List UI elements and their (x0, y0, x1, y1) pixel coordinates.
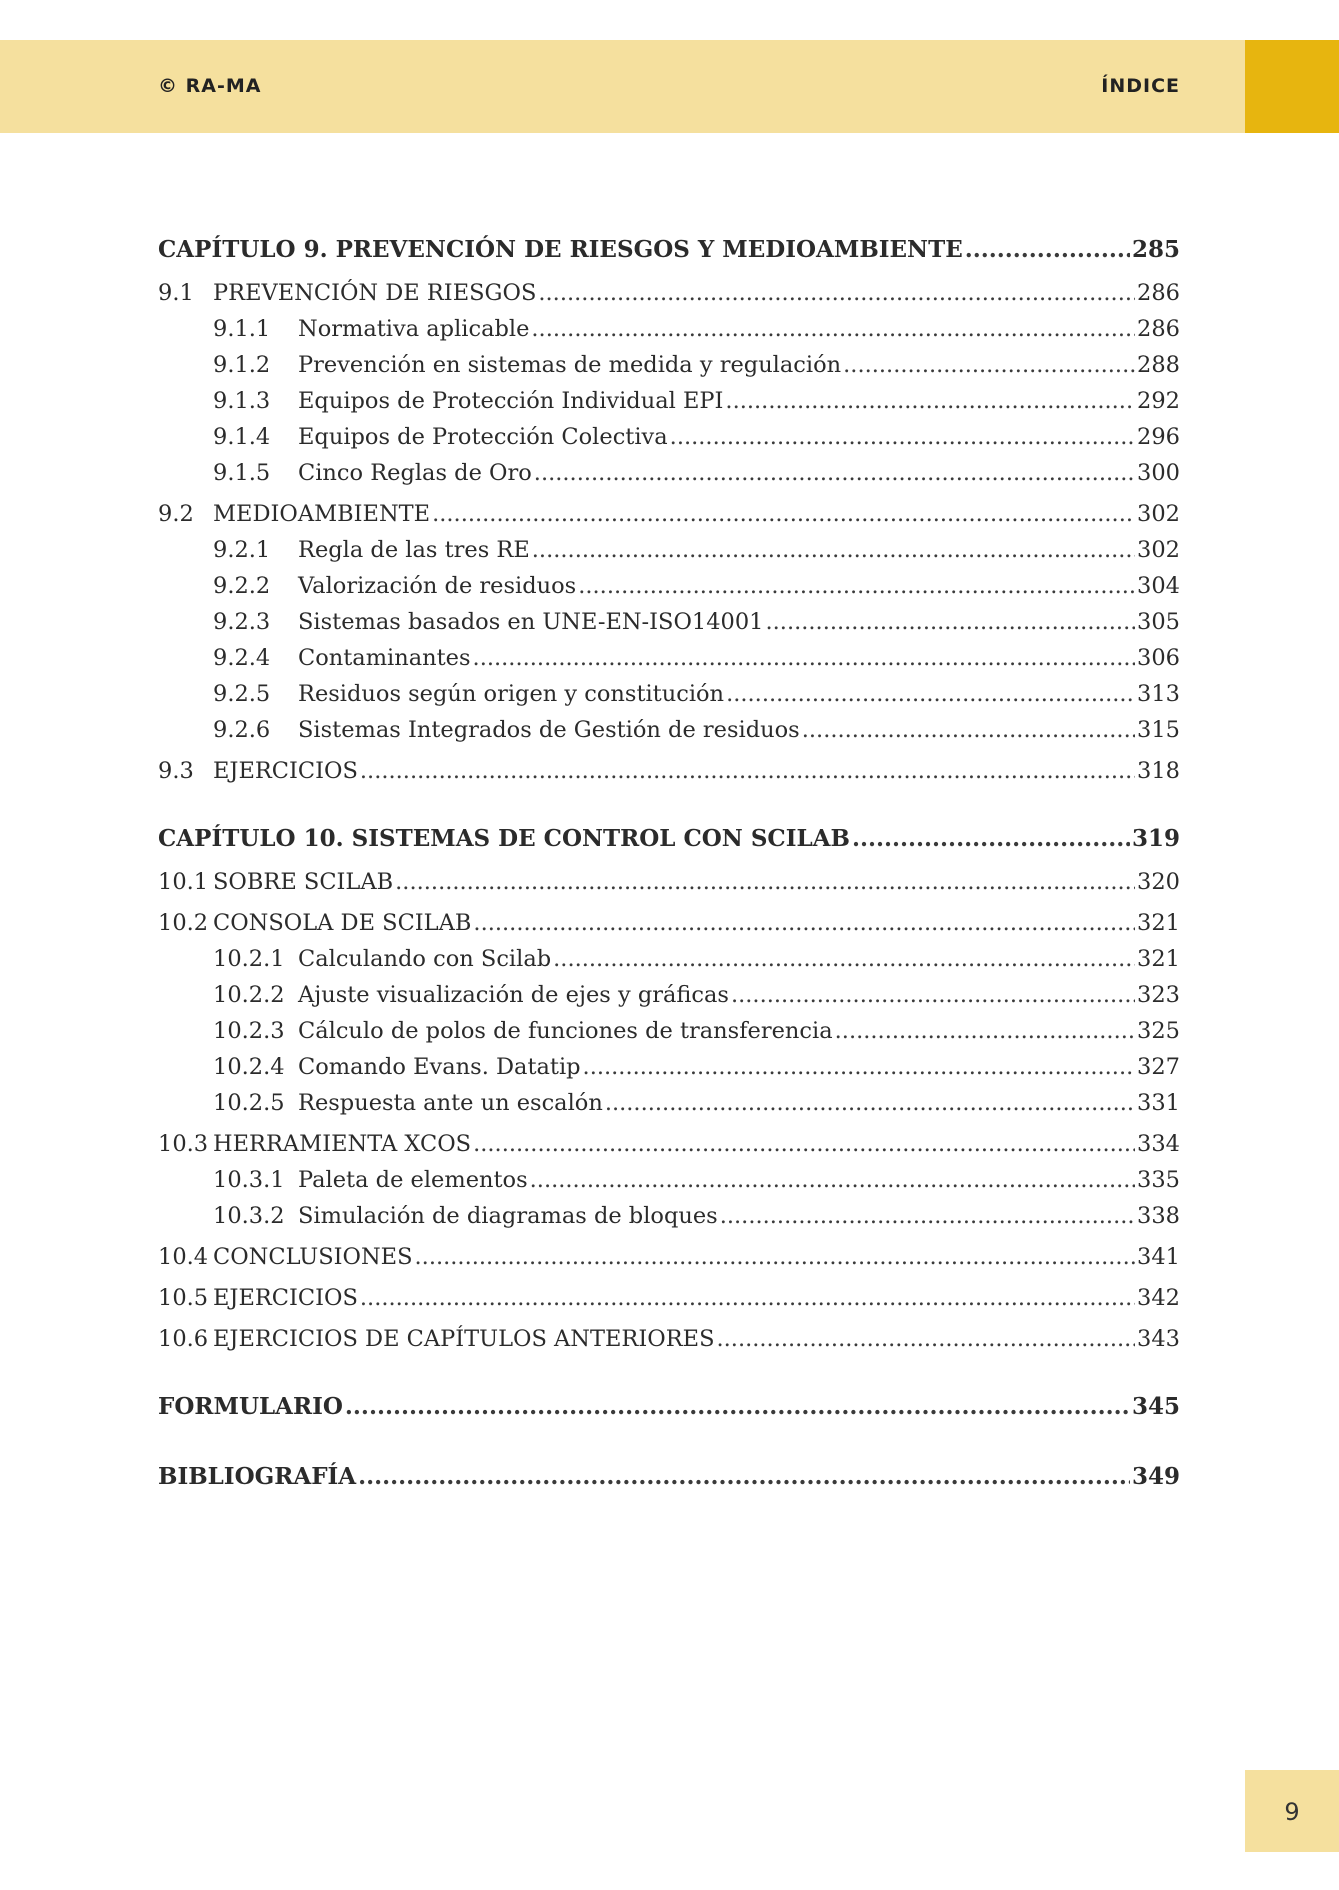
toc-title: Sistemas Integrados de Gestión de residuos (298, 717, 800, 743)
toc-title: EJERCICIOS (213, 758, 358, 784)
toc-number: 9.1.3 (213, 388, 271, 414)
toc-subsection-10-2-2[interactable] (158, 977, 1180, 1013)
toc-page: 321 (1137, 910, 1180, 936)
toc-subsection-10-2-1[interactable] (158, 941, 1180, 977)
toc-page: 320 (1137, 869, 1180, 895)
toc-page: 302 (1137, 537, 1180, 563)
toc-number: 9.3 (158, 758, 194, 784)
toc-title: PREVENCIÓN DE RIESGOS (213, 280, 537, 306)
toc-page: 325 (1137, 1018, 1180, 1044)
toc-page: 306 (1137, 645, 1180, 671)
toc-number: 9.2.1 (213, 537, 271, 563)
toc-formulario[interactable] (158, 1387, 1180, 1427)
toc-title: CONCLUSIONES (213, 1244, 413, 1270)
dot-leader (532, 532, 1135, 568)
dot-leader (534, 455, 1135, 491)
toc-page: 285 (1131, 236, 1180, 263)
toc-subsection-10-2-4[interactable] (158, 1049, 1180, 1085)
toc-title: Respuesta ante un escalón (298, 1090, 603, 1116)
toc-page: 304 (1137, 573, 1180, 599)
dot-leader (360, 753, 1135, 789)
dot-leader (716, 1321, 1135, 1357)
toc-number: 10.2.5 (213, 1090, 285, 1116)
toc-page: 305 (1137, 609, 1180, 635)
dot-leader (360, 1280, 1135, 1316)
toc-number: 10.4 (158, 1244, 209, 1270)
toc-number: 10.5 (158, 1285, 209, 1311)
toc-subsection-9-2-6[interactable] (158, 712, 1180, 748)
toc-page: 318 (1137, 758, 1180, 784)
toc-page: 288 (1137, 352, 1180, 378)
header-section-title: ÍNDICE (1101, 75, 1180, 97)
toc-number: 10.3.1 (213, 1167, 285, 1193)
toc-page: 342 (1137, 1285, 1180, 1311)
toc-page: 286 (1137, 316, 1180, 342)
toc-page: 334 (1137, 1131, 1180, 1157)
toc-bibliografia[interactable] (158, 1457, 1180, 1497)
toc-number: 9.2 (158, 501, 194, 527)
toc-title: Prevención en sistemas de medida y regulación (298, 352, 842, 378)
toc-page: 327 (1137, 1054, 1180, 1080)
toc-title: Equipos de Protección Colectiva (298, 424, 668, 450)
toc-number: 9.2.3 (213, 609, 271, 635)
toc-title: Cinco Reglas de Oro (298, 460, 532, 486)
toc-title: Paleta de elementos (298, 1167, 528, 1193)
toc-subsection-10-3-2[interactable] (158, 1198, 1180, 1234)
toc-title: Ajuste visualización de ejes y gráficas (298, 982, 729, 1008)
toc-page: 296 (1137, 424, 1180, 450)
toc-section-10-2[interactable] (158, 905, 1180, 941)
dot-leader (553, 941, 1135, 977)
toc-subsection-9-2-5[interactable] (158, 676, 1180, 712)
dot-leader (765, 604, 1135, 640)
toc-subsection-10-3-1[interactable] (158, 1162, 1180, 1198)
toc-number: 10.2 (158, 910, 209, 936)
table-of-contents (158, 230, 1180, 1497)
toc-title: Normativa aplicable (298, 316, 530, 342)
toc-title: Valorización de residuos (298, 573, 577, 599)
toc-page: 349 (1131, 1463, 1180, 1490)
toc-title: Contaminantes (298, 645, 471, 671)
toc-title: CONSOLA DE SCILAB (213, 910, 472, 936)
page-number-box (1245, 1770, 1339, 1852)
toc-section-10-3[interactable] (158, 1126, 1180, 1162)
toc-page: 345 (1131, 1393, 1180, 1420)
dot-leader (473, 1126, 1135, 1162)
dot-leader (530, 1162, 1135, 1198)
toc-title: CAPÍTULO 10. SISTEMAS DE CONTROL CON SCILAB (158, 825, 850, 852)
toc-subsection-10-2-3[interactable] (158, 1013, 1180, 1049)
toc-number: 10.2.4 (213, 1054, 285, 1080)
dot-leader (473, 640, 1136, 676)
toc-number: 9.1 (158, 280, 194, 306)
dot-leader (473, 905, 1135, 941)
toc-section-10-6[interactable] (158, 1321, 1180, 1357)
page-number: 9 (1284, 1798, 1300, 1826)
toc-page: 300 (1137, 460, 1180, 486)
toc-page: 292 (1137, 388, 1180, 414)
toc-page: 338 (1137, 1203, 1180, 1229)
toc-page: 335 (1137, 1167, 1180, 1193)
toc-subsection-9-2-1[interactable] (158, 532, 1180, 568)
toc-number: 9.2.5 (213, 681, 271, 707)
dot-leader (358, 1457, 1130, 1497)
toc-title: Cálculo de polos de funciones de transferencia (298, 1018, 833, 1044)
dot-leader (852, 819, 1130, 859)
dot-leader (395, 864, 1135, 900)
toc-section-10-1[interactable] (158, 864, 1180, 900)
toc-page: 319 (1131, 825, 1180, 852)
dot-leader (731, 977, 1135, 1013)
dot-leader (720, 1198, 1135, 1234)
toc-page: 315 (1137, 717, 1180, 743)
toc-number: 10.1 (158, 869, 209, 895)
toc-title: HERRAMIENTA XCOS (213, 1131, 472, 1157)
dot-leader (725, 383, 1135, 419)
toc-page: 321 (1137, 946, 1180, 972)
dot-leader (726, 676, 1135, 712)
header-publisher: © RA-MA (158, 75, 262, 97)
toc-number: 9.1.4 (213, 424, 271, 450)
toc-chapter-9[interactable] (158, 230, 1180, 270)
toc-title: MEDIOAMBIENTE (213, 501, 431, 527)
toc-title: EJERCICIOS (213, 1285, 358, 1311)
toc-title: Regla de las tres RE (298, 537, 530, 563)
toc-subsection-9-1-3[interactable] (158, 383, 1180, 419)
dot-leader (531, 311, 1135, 347)
toc-page: 341 (1137, 1244, 1180, 1270)
toc-page: 323 (1137, 982, 1180, 1008)
toc-number: 9.1.1 (213, 316, 271, 342)
toc-page: 313 (1137, 681, 1180, 707)
toc-section-10-5[interactable] (158, 1280, 1180, 1316)
toc-title: Simulación de diagramas de bloques (298, 1203, 718, 1229)
toc-number: 10.3.2 (213, 1203, 285, 1229)
toc-title: BIBLIOGRAFÍA (158, 1463, 357, 1490)
dot-leader (670, 419, 1135, 455)
toc-number: 9.1.2 (213, 352, 271, 378)
toc-number: 9.2.4 (213, 645, 271, 671)
dot-leader (583, 1049, 1136, 1085)
toc-number: 9.2.6 (213, 717, 271, 743)
toc-title: EJERCICIOS DE CAPÍTULOS ANTERIORES (213, 1326, 715, 1352)
toc-title: Sistemas basados en UNE-EN-ISO14001 (298, 609, 764, 635)
toc-title: Calculando con Scilab (298, 946, 552, 972)
toc-section-9-2[interactable] (158, 496, 1180, 532)
dot-leader (965, 230, 1130, 270)
dot-leader (415, 1239, 1136, 1275)
toc-page: 331 (1137, 1090, 1180, 1116)
dot-leader (605, 1085, 1135, 1121)
toc-number: 10.2.1 (213, 946, 285, 972)
dot-leader (432, 496, 1135, 532)
toc-subsection-9-1-2[interactable] (158, 347, 1180, 383)
toc-title: FORMULARIO (158, 1393, 343, 1420)
toc-title: Residuos según origen y constitución (298, 681, 725, 707)
toc-number: 10.6 (158, 1326, 209, 1352)
toc-subsection-9-1-1[interactable] (158, 311, 1180, 347)
toc-chapter-10[interactable] (158, 819, 1180, 859)
dot-leader (835, 1013, 1135, 1049)
dot-leader (345, 1387, 1130, 1427)
toc-subsection-9-2-2[interactable] (158, 568, 1180, 604)
dot-leader (802, 712, 1135, 748)
header-accent-block (1245, 40, 1339, 133)
toc-number: 10.3 (158, 1131, 209, 1157)
toc-number: 10.2.2 (213, 982, 285, 1008)
toc-subsection-10-2-5[interactable] (158, 1085, 1180, 1121)
toc-subsection-9-1-5[interactable] (158, 455, 1180, 491)
dot-leader (843, 347, 1135, 383)
toc-subsection-9-1-4[interactable] (158, 419, 1180, 455)
dot-leader (578, 568, 1135, 604)
toc-subsection-9-2-3[interactable] (158, 604, 1180, 640)
toc-section-9-1[interactable] (158, 275, 1180, 311)
toc-section-10-4[interactable] (158, 1239, 1180, 1275)
toc-page: 302 (1137, 501, 1180, 527)
toc-title: SOBRE SCILAB (213, 869, 394, 895)
toc-page: 286 (1137, 280, 1180, 306)
toc-number: 10.2.3 (213, 1018, 285, 1044)
toc-page: 343 (1137, 1326, 1180, 1352)
toc-number: 9.2.2 (213, 573, 271, 599)
toc-number: 9.1.5 (213, 460, 271, 486)
toc-title: Comando Evans. Datatip (298, 1054, 581, 1080)
toc-subsection-9-2-4[interactable] (158, 640, 1180, 676)
toc-title: Equipos de Protección Individual EPI (298, 388, 724, 414)
toc-title: CAPÍTULO 9. PREVENCIÓN DE RIESGOS Y MEDIOAMBIENTE (158, 236, 963, 263)
toc-section-9-3[interactable] (158, 753, 1180, 789)
dot-leader (538, 275, 1135, 311)
